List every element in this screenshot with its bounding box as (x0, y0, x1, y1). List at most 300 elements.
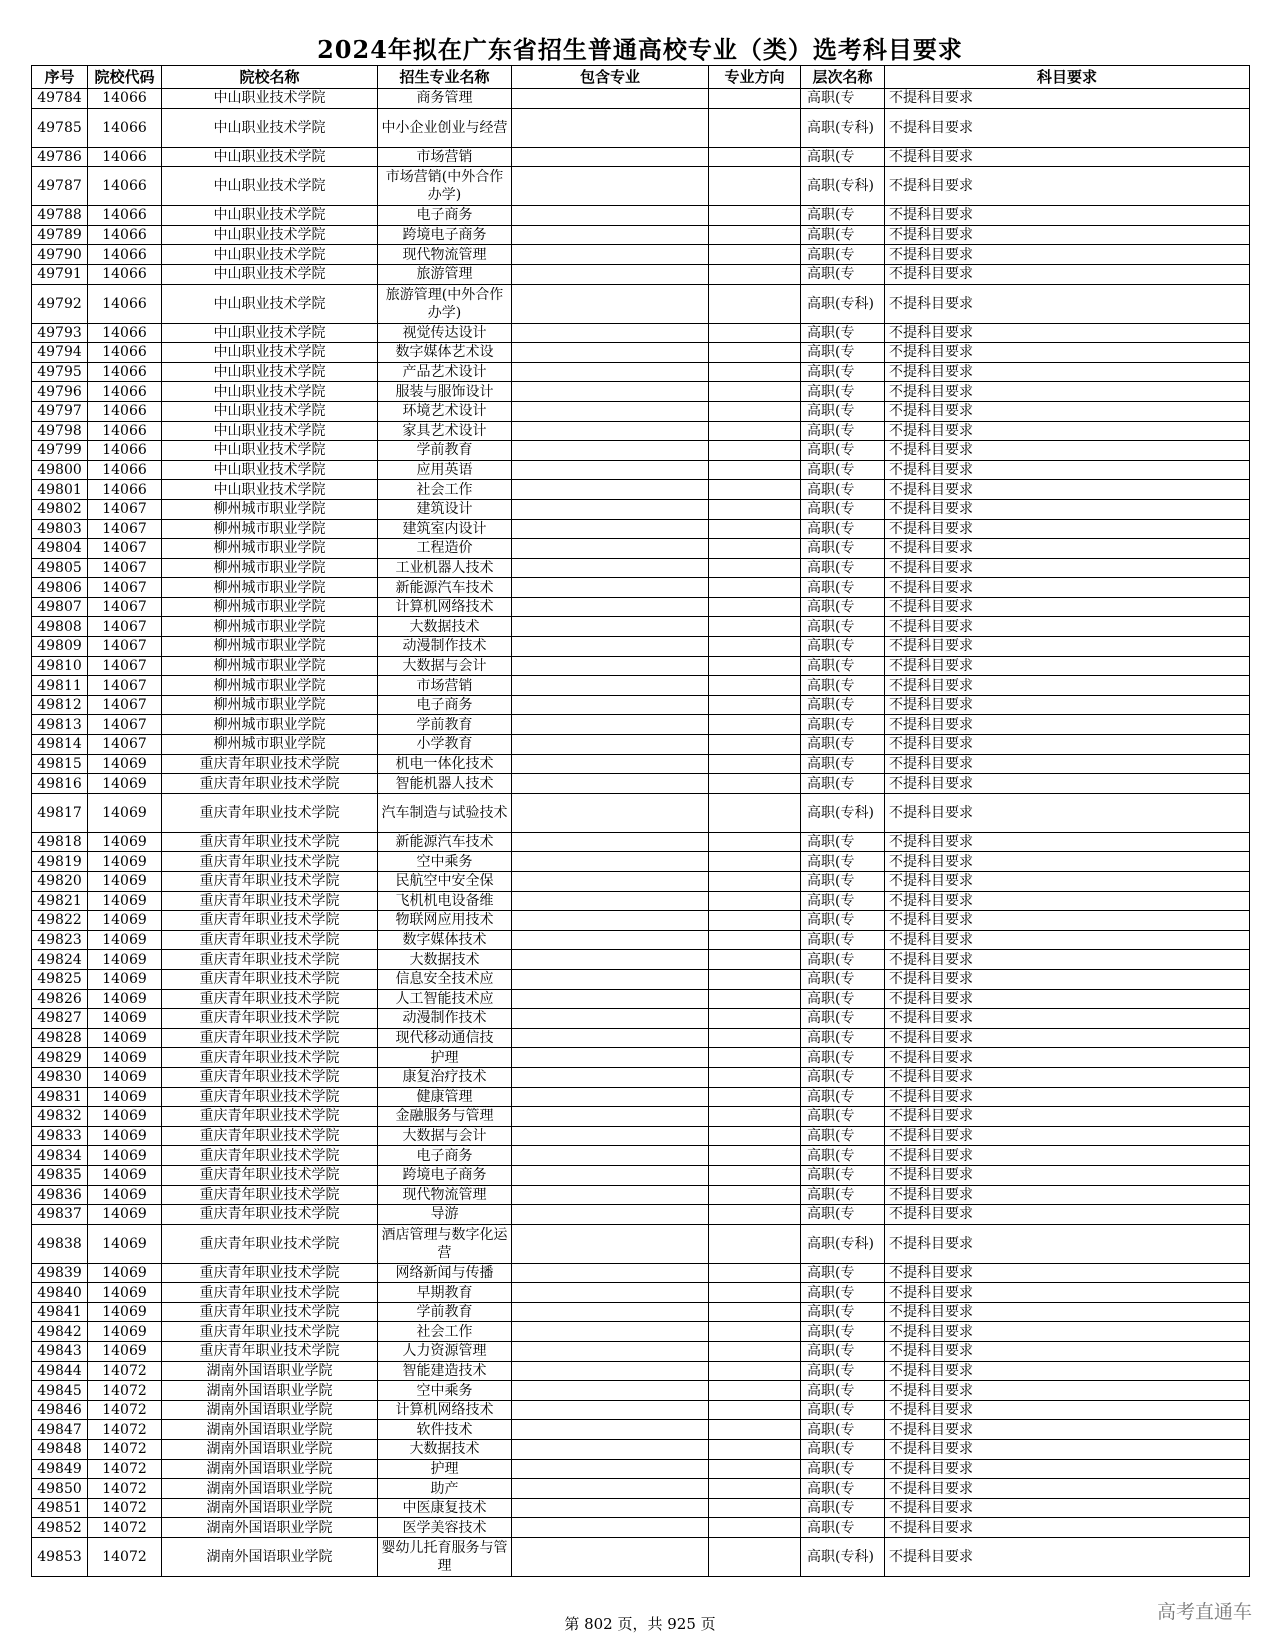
cell-school-name: 柳州城市职业学院 (162, 656, 378, 676)
cell-seq: 49834 (32, 1146, 88, 1166)
cell-school-name: 重庆青年职业技术学院 (162, 1048, 378, 1068)
table-row (32, 1126, 1250, 1146)
cell-subject-requirement: 不提科目要求 (885, 1342, 1250, 1362)
cell-seq: 49831 (32, 1087, 88, 1107)
cell-major-direction (709, 401, 801, 421)
cell-seq: 49793 (32, 323, 88, 343)
cell-level: 高职(专 (801, 656, 885, 676)
cell-level: 高职(专 (801, 382, 885, 402)
cell-school-code: 14069 (88, 832, 162, 852)
cell-major-direction (709, 1322, 801, 1342)
cell-subject-requirement: 不提科目要求 (885, 715, 1250, 735)
cell-subject-requirement: 不提科目要求 (885, 362, 1250, 382)
table-row (32, 206, 1250, 226)
cell-seq: 49830 (32, 1067, 88, 1087)
cell-major-direction (709, 1263, 801, 1283)
cell-included-majors (512, 1087, 709, 1107)
cell-school-code: 14066 (88, 147, 162, 167)
cell-seq: 49823 (32, 930, 88, 950)
cell-major-direction (709, 891, 801, 911)
cell-included-majors (512, 617, 709, 637)
cell-school-code: 14069 (88, 1146, 162, 1166)
cell-school-code: 14066 (88, 480, 162, 500)
cell-major-direction (709, 167, 801, 206)
cell-school-name: 中山职业技术学院 (162, 167, 378, 206)
table-header-row (32, 66, 1250, 89)
cell-major-direction (709, 1205, 801, 1225)
cell-subject-requirement: 不提科目要求 (885, 1518, 1250, 1538)
cell-level: 高职(专 (801, 989, 885, 1009)
cell-included-majors (512, 108, 709, 147)
cell-major-name: 信息安全技术应 (378, 969, 512, 989)
cell-major-name: 跨境电子商务 (378, 225, 512, 245)
cell-school-code: 14066 (88, 441, 162, 461)
table-row (32, 1518, 1250, 1538)
cell-school-code: 14069 (88, 911, 162, 931)
cell-major-name: 导游 (378, 1205, 512, 1225)
cell-school-code: 14072 (88, 1479, 162, 1499)
cell-major-name: 电子商务 (378, 1146, 512, 1166)
cell-major-direction (709, 597, 801, 617)
cell-level: 高职(专 (801, 421, 885, 441)
table-row (32, 558, 1250, 578)
cell-level: 高职(专 (801, 1087, 885, 1107)
table-row (32, 1342, 1250, 1362)
table-row (32, 1479, 1250, 1499)
cell-level: 高职(专 (801, 1400, 885, 1420)
cell-included-majors (512, 1459, 709, 1479)
cell-major-direction (709, 1126, 801, 1146)
table-row (32, 264, 1250, 284)
table-row (32, 989, 1250, 1009)
cell-school-name: 重庆青年职业技术学院 (162, 1165, 378, 1185)
table-row (32, 1165, 1250, 1185)
cell-school-name: 中山职业技术学院 (162, 264, 378, 284)
cell-major-name: 中小企业创业与经营 (378, 108, 512, 147)
cell-included-majors (512, 1107, 709, 1127)
table-row (32, 480, 1250, 500)
cell-subject-requirement: 不提科目要求 (885, 950, 1250, 970)
header-school-name: 院校名称 (162, 66, 378, 89)
cell-school-name: 中山职业技术学院 (162, 225, 378, 245)
cell-major-name: 小学教育 (378, 735, 512, 755)
cell-school-name: 中山职业技术学院 (162, 362, 378, 382)
cell-subject-requirement: 不提科目要求 (885, 930, 1250, 950)
cell-included-majors (512, 382, 709, 402)
cell-subject-requirement: 不提科目要求 (885, 1322, 1250, 1342)
cell-level: 高职(专 (801, 1067, 885, 1087)
cell-included-majors (512, 1028, 709, 1048)
cell-major-direction (709, 735, 801, 755)
cell-seq: 49836 (32, 1185, 88, 1205)
cell-school-code: 14072 (88, 1538, 162, 1577)
cell-school-name: 重庆青年职业技术学院 (162, 832, 378, 852)
cell-school-code: 14069 (88, 852, 162, 872)
cell-school-name: 柳州城市职业学院 (162, 617, 378, 637)
table-row (32, 1146, 1250, 1166)
cell-subject-requirement: 不提科目要求 (885, 754, 1250, 774)
cell-major-direction (709, 343, 801, 363)
cell-seq: 49850 (32, 1479, 88, 1499)
cell-school-code: 14069 (88, 1224, 162, 1263)
cell-level: 高职(专 (801, 676, 885, 696)
cell-major-name: 市场营销 (378, 147, 512, 167)
cell-major-name: 新能源汽车技术 (378, 832, 512, 852)
cell-school-code: 14069 (88, 1048, 162, 1068)
table-row (32, 1420, 1250, 1440)
cell-school-code: 14069 (88, 930, 162, 950)
cell-seq: 49820 (32, 872, 88, 892)
cell-major-direction (709, 832, 801, 852)
header-subject-requirement: 科目要求 (885, 66, 1250, 89)
cell-level: 高职(专 (801, 930, 885, 950)
cell-major-direction (709, 264, 801, 284)
table-row (32, 1185, 1250, 1205)
cell-school-name: 重庆青年职业技术学院 (162, 793, 378, 832)
cell-school-name: 中山职业技术学院 (162, 421, 378, 441)
cell-seq: 49788 (32, 206, 88, 226)
cell-included-majors (512, 1283, 709, 1303)
header-major-name: 招生专业名称 (378, 66, 512, 89)
cell-major-direction (709, 1498, 801, 1518)
cell-major-name: 助产 (378, 1479, 512, 1499)
cell-school-code: 14069 (88, 754, 162, 774)
cell-included-majors (512, 1048, 709, 1068)
cell-school-code: 14066 (88, 421, 162, 441)
cell-school-code: 14066 (88, 245, 162, 265)
cell-major-direction (709, 108, 801, 147)
cell-school-code: 14066 (88, 284, 162, 323)
cell-level: 高职(专 (801, 754, 885, 774)
table-row (32, 1067, 1250, 1087)
cell-seq: 49802 (32, 499, 88, 519)
table-row (32, 1459, 1250, 1479)
cell-level: 高职(专 (801, 1009, 885, 1029)
cell-school-name: 重庆青年职业技术学院 (162, 911, 378, 931)
cell-subject-requirement: 不提科目要求 (885, 108, 1250, 147)
cell-major-name: 计算机网络技术 (378, 597, 512, 617)
cell-subject-requirement: 不提科目要求 (885, 852, 1250, 872)
cell-subject-requirement: 不提科目要求 (885, 1185, 1250, 1205)
cell-seq: 49817 (32, 793, 88, 832)
cell-subject-requirement: 不提科目要求 (885, 225, 1250, 245)
cell-seq: 49794 (32, 343, 88, 363)
cell-major-direction (709, 1028, 801, 1048)
cell-major-direction (709, 284, 801, 323)
table-row (32, 382, 1250, 402)
cell-major-name: 大数据与会计 (378, 1126, 512, 1146)
cell-subject-requirement: 不提科目要求 (885, 167, 1250, 206)
cell-included-majors (512, 480, 709, 500)
table-row (32, 401, 1250, 421)
cell-major-name: 家具艺术设计 (378, 421, 512, 441)
cell-major-direction (709, 1146, 801, 1166)
cell-included-majors (512, 656, 709, 676)
cell-major-name: 跨境电子商务 (378, 1165, 512, 1185)
cell-level: 高职(专 (801, 950, 885, 970)
cell-school-name: 中山职业技术学院 (162, 206, 378, 226)
cell-major-name: 学前教育 (378, 715, 512, 735)
cell-level: 高职(专 (801, 1322, 885, 1342)
requirements-table (31, 65, 1250, 1577)
cell-major-name: 婴幼儿托育服务与管理 (378, 1538, 512, 1577)
cell-school-code: 14067 (88, 676, 162, 696)
cell-school-name: 重庆青年职业技术学院 (162, 989, 378, 1009)
cell-school-name: 中山职业技术学院 (162, 147, 378, 167)
cell-level: 高职(专科) (801, 108, 885, 147)
cell-level: 高职(专 (801, 578, 885, 598)
cell-included-majors (512, 793, 709, 832)
cell-major-name: 大数据与会计 (378, 656, 512, 676)
cell-seq: 49795 (32, 362, 88, 382)
cell-level: 高职(专 (801, 519, 885, 539)
cell-major-direction (709, 715, 801, 735)
cell-major-direction (709, 1067, 801, 1087)
cell-school-name: 柳州城市职业学院 (162, 715, 378, 735)
cell-school-name: 中山职业技术学院 (162, 480, 378, 500)
cell-level: 高职(专 (801, 539, 885, 559)
cell-included-majors (512, 1538, 709, 1577)
cell-seq: 49848 (32, 1440, 88, 1460)
cell-level: 高职(专 (801, 206, 885, 226)
cell-included-majors (512, 969, 709, 989)
cell-subject-requirement: 不提科目要求 (885, 1538, 1250, 1577)
cell-seq: 49838 (32, 1224, 88, 1263)
cell-seq: 49785 (32, 108, 88, 147)
cell-included-majors (512, 519, 709, 539)
cell-included-majors (512, 1381, 709, 1401)
cell-major-name: 网络新闻与传播 (378, 1263, 512, 1283)
cell-level: 高职(专 (801, 852, 885, 872)
table-row (32, 735, 1250, 755)
cell-seq: 49852 (32, 1518, 88, 1538)
cell-included-majors (512, 1479, 709, 1499)
cell-subject-requirement: 不提科目要求 (885, 1283, 1250, 1303)
cell-school-code: 14069 (88, 1342, 162, 1362)
cell-included-majors (512, 774, 709, 794)
cell-school-code: 14066 (88, 108, 162, 147)
cell-subject-requirement: 不提科目要求 (885, 1224, 1250, 1263)
cell-school-name: 湖南外国语职业学院 (162, 1440, 378, 1460)
cell-level: 高职(专 (801, 1381, 885, 1401)
cell-subject-requirement: 不提科目要求 (885, 1440, 1250, 1460)
cell-subject-requirement: 不提科目要求 (885, 343, 1250, 363)
cell-school-code: 14067 (88, 597, 162, 617)
cell-included-majors (512, 989, 709, 1009)
cell-included-majors (512, 1420, 709, 1440)
cell-school-name: 柳州城市职业学院 (162, 637, 378, 657)
table-row (32, 147, 1250, 167)
cell-school-code: 14069 (88, 1009, 162, 1029)
cell-subject-requirement: 不提科目要求 (885, 656, 1250, 676)
cell-school-name: 重庆青年职业技术学院 (162, 1146, 378, 1166)
cell-major-name: 机电一体化技术 (378, 754, 512, 774)
table-row (32, 284, 1250, 323)
cell-seq: 49804 (32, 539, 88, 559)
cell-school-code: 14072 (88, 1498, 162, 1518)
cell-included-majors (512, 147, 709, 167)
table-row (32, 362, 1250, 382)
cell-major-name: 中医康复技术 (378, 1498, 512, 1518)
cell-major-direction (709, 852, 801, 872)
table-row (32, 1302, 1250, 1322)
cell-school-code: 14066 (88, 382, 162, 402)
cell-school-name: 湖南外国语职业学院 (162, 1459, 378, 1479)
cell-school-code: 14066 (88, 264, 162, 284)
cell-seq: 49814 (32, 735, 88, 755)
cell-seq: 49808 (32, 617, 88, 637)
cell-school-name: 重庆青年职业技术学院 (162, 1028, 378, 1048)
cell-school-name: 重庆青年职业技术学院 (162, 1224, 378, 1263)
cell-subject-requirement: 不提科目要求 (885, 637, 1250, 657)
cell-level: 高职(专 (801, 1361, 885, 1381)
cell-major-direction (709, 441, 801, 461)
cell-seq: 49796 (32, 382, 88, 402)
cell-major-name: 动漫制作技术 (378, 1009, 512, 1029)
cell-included-majors (512, 1263, 709, 1283)
cell-level: 高职(专 (801, 245, 885, 265)
cell-seq: 49792 (32, 284, 88, 323)
cell-school-code: 14066 (88, 460, 162, 480)
cell-seq: 49843 (32, 1342, 88, 1362)
cell-level: 高职(专 (801, 872, 885, 892)
cell-level: 高职(专 (801, 558, 885, 578)
cell-school-name: 湖南外国语职业学院 (162, 1420, 378, 1440)
cell-major-name: 空中乘务 (378, 1381, 512, 1401)
cell-school-code: 14069 (88, 872, 162, 892)
table-row (32, 891, 1250, 911)
table-row (32, 832, 1250, 852)
cell-level: 高职(专 (801, 1498, 885, 1518)
cell-level: 高职(专 (801, 480, 885, 500)
cell-major-direction (709, 1400, 801, 1420)
cell-school-code: 14069 (88, 1322, 162, 1342)
cell-school-name: 柳州城市职业学院 (162, 499, 378, 519)
table-row (32, 1224, 1250, 1263)
cell-level: 高职(专 (801, 911, 885, 931)
cell-major-name: 金融服务与管理 (378, 1107, 512, 1127)
cell-school-code: 14069 (88, 793, 162, 832)
cell-school-name: 重庆青年职业技术学院 (162, 950, 378, 970)
cell-major-direction (709, 1009, 801, 1029)
cell-included-majors (512, 832, 709, 852)
page-title: 2024年拟在广东省招生普通高校专业（类）选考科目要求 (317, 35, 963, 64)
cell-included-majors (512, 539, 709, 559)
cell-seq: 49844 (32, 1361, 88, 1381)
cell-included-majors (512, 421, 709, 441)
cell-subject-requirement: 不提科目要求 (885, 1459, 1250, 1479)
table-row (32, 539, 1250, 559)
table-row (32, 950, 1250, 970)
cell-subject-requirement: 不提科目要求 (885, 421, 1250, 441)
cell-major-direction (709, 1283, 801, 1303)
cell-level: 高职(专 (801, 1263, 885, 1283)
cell-subject-requirement: 不提科目要求 (885, 989, 1250, 1009)
cell-seq: 49849 (32, 1459, 88, 1479)
cell-included-majors (512, 950, 709, 970)
cell-included-majors (512, 1205, 709, 1225)
cell-school-name: 重庆青年职业技术学院 (162, 1205, 378, 1225)
cell-school-code: 14069 (88, 950, 162, 970)
cell-seq: 49840 (32, 1283, 88, 1303)
cell-school-name: 重庆青年职业技术学院 (162, 1009, 378, 1029)
table-row (32, 1263, 1250, 1283)
cell-seq: 49818 (32, 832, 88, 852)
cell-included-majors (512, 1498, 709, 1518)
cell-seq: 49803 (32, 519, 88, 539)
table-row (32, 676, 1250, 696)
cell-major-direction (709, 1538, 801, 1577)
cell-seq: 49797 (32, 401, 88, 421)
cell-level: 高职(专 (801, 774, 885, 794)
cell-level: 高职(专 (801, 1107, 885, 1127)
cell-subject-requirement: 不提科目要求 (885, 872, 1250, 892)
cell-level: 高职(专科) (801, 1224, 885, 1263)
cell-level: 高职(专科) (801, 793, 885, 832)
header-school-code: 院校代码 (88, 66, 162, 89)
cell-major-name: 社会工作 (378, 1322, 512, 1342)
header-included-majors: 包含专业 (512, 66, 709, 89)
cell-level: 高职(专 (801, 1459, 885, 1479)
cell-included-majors (512, 558, 709, 578)
header-major-direction: 专业方向 (709, 66, 801, 89)
cell-seq: 49805 (32, 558, 88, 578)
cell-included-majors (512, 715, 709, 735)
cell-school-code: 14067 (88, 617, 162, 637)
cell-subject-requirement: 不提科目要求 (885, 1087, 1250, 1107)
cell-school-code: 14066 (88, 89, 162, 109)
cell-school-code: 14072 (88, 1381, 162, 1401)
cell-level: 高职(专 (801, 637, 885, 657)
cell-included-majors (512, 695, 709, 715)
cell-major-name: 电子商务 (378, 695, 512, 715)
table-row (32, 1048, 1250, 1068)
cell-included-majors (512, 1400, 709, 1420)
cell-major-direction (709, 1107, 801, 1127)
cell-major-direction (709, 539, 801, 559)
cell-major-direction (709, 225, 801, 245)
cell-subject-requirement: 不提科目要求 (885, 206, 1250, 226)
cell-major-direction (709, 421, 801, 441)
table-row (32, 323, 1250, 343)
cell-level: 高职(专 (801, 147, 885, 167)
cell-school-name: 中山职业技术学院 (162, 343, 378, 363)
cell-major-direction (709, 1087, 801, 1107)
cell-major-name: 社会工作 (378, 480, 512, 500)
cell-major-direction (709, 1459, 801, 1479)
cell-major-name: 健康管理 (378, 1087, 512, 1107)
cell-level: 高职(专 (801, 1165, 885, 1185)
cell-level: 高职(专 (801, 1048, 885, 1068)
cell-major-name: 旅游管理(中外合作办学) (378, 284, 512, 323)
cell-level: 高职(专 (801, 597, 885, 617)
cell-included-majors (512, 441, 709, 461)
cell-major-direction (709, 519, 801, 539)
cell-level: 高职(专 (801, 1185, 885, 1205)
cell-school-code: 14067 (88, 735, 162, 755)
cell-school-code: 14072 (88, 1440, 162, 1460)
cell-included-majors (512, 1518, 709, 1538)
cell-school-name: 柳州城市职业学院 (162, 695, 378, 715)
cell-included-majors (512, 1146, 709, 1166)
cell-major-direction (709, 930, 801, 950)
cell-subject-requirement: 不提科目要求 (885, 147, 1250, 167)
cell-subject-requirement: 不提科目要求 (885, 891, 1250, 911)
cell-included-majors (512, 362, 709, 382)
cell-major-direction (709, 89, 801, 109)
cell-school-name: 柳州城市职业学院 (162, 676, 378, 696)
cell-school-name: 湖南外国语职业学院 (162, 1498, 378, 1518)
